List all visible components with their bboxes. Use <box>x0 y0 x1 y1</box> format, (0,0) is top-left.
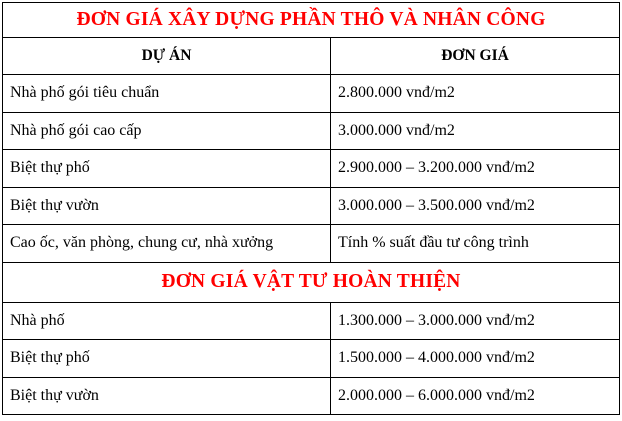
price-cell: 2.900.000 – 3.200.000 vnđ/m2 <box>331 150 620 188</box>
price-cell: 3.000.000 – 3.500.000 vnđ/m2 <box>331 187 620 225</box>
table-row <box>3 225 620 263</box>
table-row <box>3 377 620 415</box>
price-table <box>2 2 620 415</box>
project-cell: Biệt thự phố <box>3 150 331 188</box>
section-title-row <box>3 262 620 302</box>
project-cell: Cao ốc, văn phòng, chung cư, nhà xưởng <box>3 225 331 263</box>
price-cell: 2.800.000 vnđ/m2 <box>331 75 620 113</box>
table-row <box>3 340 620 378</box>
section-title-row <box>3 3 620 38</box>
price-cell: 1.300.000 – 3.000.000 vnđ/m2 <box>331 302 620 340</box>
project-cell: Nhà phố gói cao cấp <box>3 112 331 150</box>
project-cell: Nhà phố <box>3 302 331 340</box>
table-row <box>3 112 620 150</box>
header-row <box>3 38 620 75</box>
table-row <box>3 75 620 113</box>
project-cell: Biệt thự vườn <box>3 187 331 225</box>
table-row <box>3 302 620 340</box>
project-cell: Nhà phố gói tiêu chuẩn <box>3 75 331 113</box>
price-cell: Tính % suất đầu tư công trình <box>331 225 620 263</box>
price-cell: 2.000.000 – 6.000.000 vnđ/m2 <box>331 377 620 415</box>
project-cell: Biệt thự phố <box>3 340 331 378</box>
table-row <box>3 150 620 188</box>
table-row <box>3 187 620 225</box>
price-column-header: ĐƠN GIÁ <box>331 38 620 75</box>
price-cell: 1.500.000 – 4.000.000 vnđ/m2 <box>331 340 620 378</box>
project-column-header: DỰ ÁN <box>3 38 331 75</box>
finishing-material-title: ĐƠN GIÁ VẬT TƯ HOÀN THIỆN <box>3 262 620 302</box>
price-cell: 3.000.000 vnđ/m2 <box>331 112 620 150</box>
project-cell: Biệt thự vườn <box>3 377 331 415</box>
construction-price-title: ĐƠN GIÁ XÂY DỰNG PHẦN THÔ VÀ NHÂN CÔNG <box>3 3 620 38</box>
